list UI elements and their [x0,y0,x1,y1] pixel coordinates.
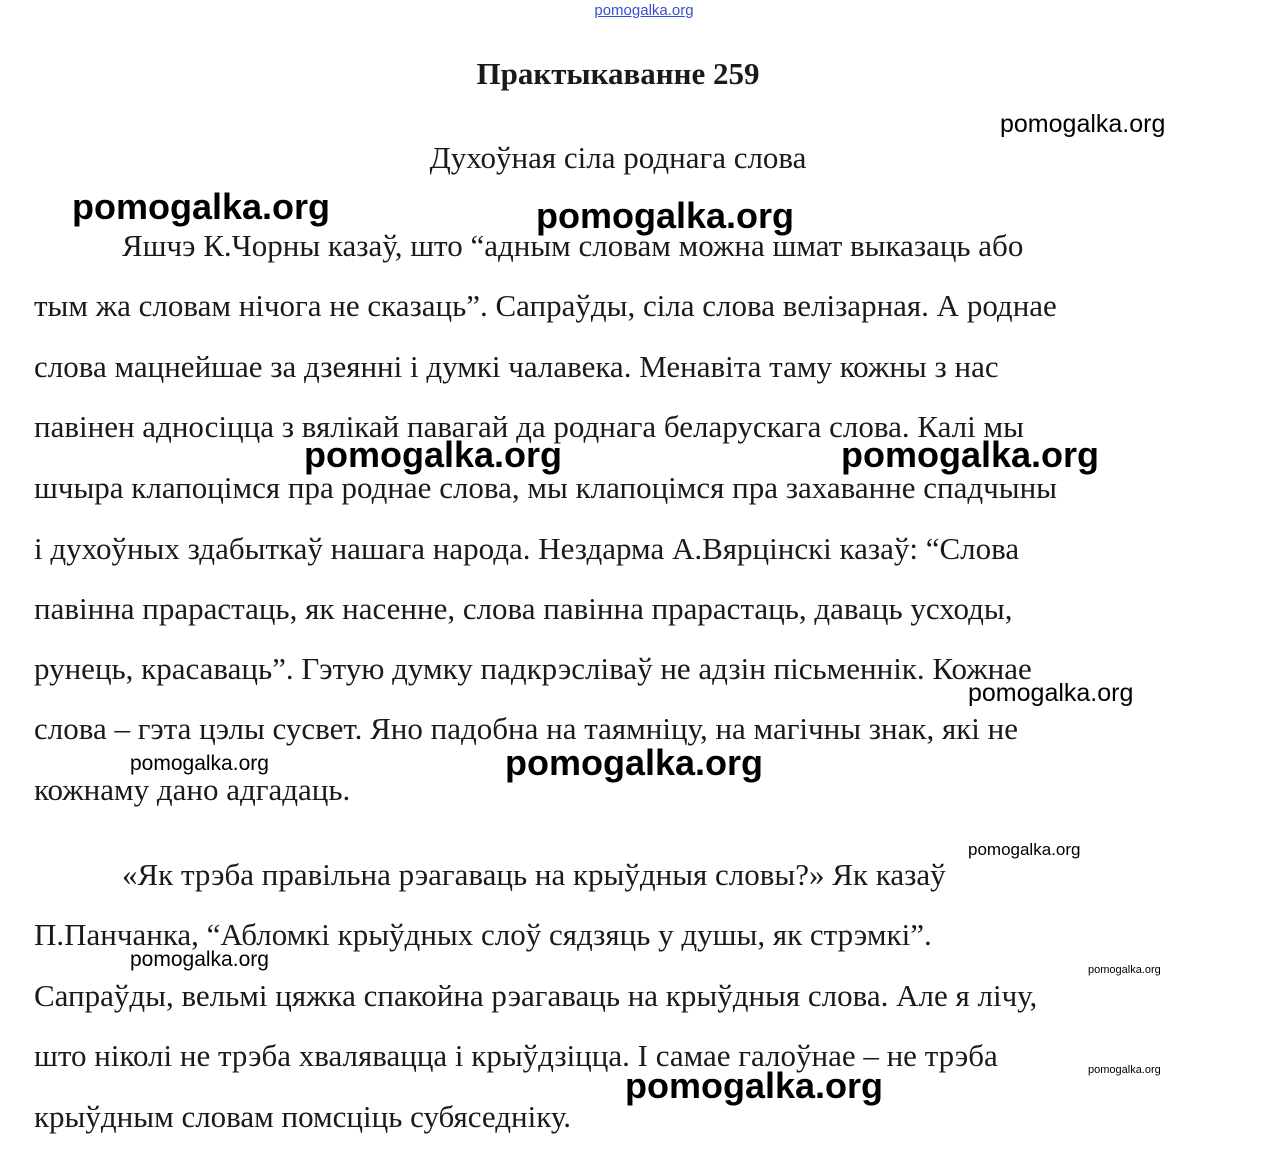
text-line: П.Панчанка, “Абломкі крыўдных слоў сядзяць у душы, як стрэмкі”. [34,917,932,952]
watermark: pomogalka.org [130,948,269,971]
watermark: pomogalka.org [1088,964,1161,976]
watermark: pomogalka.org [304,434,563,475]
text-line: павінен адносіцца з вялікай павагай да роднага беларускага слова. Калі мы [34,409,1024,444]
text-line: шчыра клапоцімся пра роднае слова, мы клапоцімся пра захаванне спадчыны [34,470,1058,505]
watermark: pomogalka.org [1000,110,1166,138]
text-line: крыўдным словам помсціць субяседніку. [34,1099,572,1134]
watermark: pomogalka.org [625,1065,884,1106]
text-line: слова мацнейшае за дзеянні і думкі чалавека. Менавіта таму кожны з нас [34,349,999,384]
text-line: Сапраўды, вельмі цяжка спакойна рэагаваць на крыўдныя слова. Але я лічу, [34,978,1038,1013]
essay-subtitle: Духоўная сіла роднага слова [429,140,807,175]
watermark: pomogalka.org [130,752,269,775]
exercise-title: Практыкаванне 259 [476,56,760,91]
watermark: pomogalka.org [72,186,331,227]
watermark: pomogalka.org [968,840,1081,859]
watermark: pomogalka.org [536,195,795,236]
text-line: што ніколі не трэба хваляваццa і крыўдзіцца. І самае галоўнае – не трэба [34,1038,998,1073]
text-line: тым жа словам нічога не сказаць”. Сапраўды, сіла слова велізарная. А роднае [34,288,1057,323]
text-line: кожнаму дано адгадаць. [34,772,351,807]
text-line: слова – гэта цэлы сусвет. Яно падобна на таямніцу, на магічны знак, які не [34,711,1018,746]
text-line: павінна прарастаць, як насенне, слова павінна прарастаць, даваць усходы, [34,591,1013,626]
top-site-link[interactable]: pomogalka.org [594,2,694,19]
watermark: pomogalka.org [1088,1064,1161,1076]
text-line: «Як трэба правільна рэагаваць на крыўдныя словы?» Як казаў [122,857,946,892]
watermark: pomogalka.org [505,742,764,783]
text-line: і духоўных здабыткаў нашага народа. Нездарма А.Вярцінскі казаў: “Слова [34,531,1020,566]
text-line: рунець, красаваць”. Гэтую думку падкрэсліваў не адзін пісьменнік. Кожнае [34,651,1032,686]
watermark: pomogalka.org [968,679,1134,707]
text-line: Яшчэ К.Чорны казаў, што “адным словам можна шмат выказаць або [122,228,1024,263]
watermark: pomogalka.org [841,434,1100,475]
